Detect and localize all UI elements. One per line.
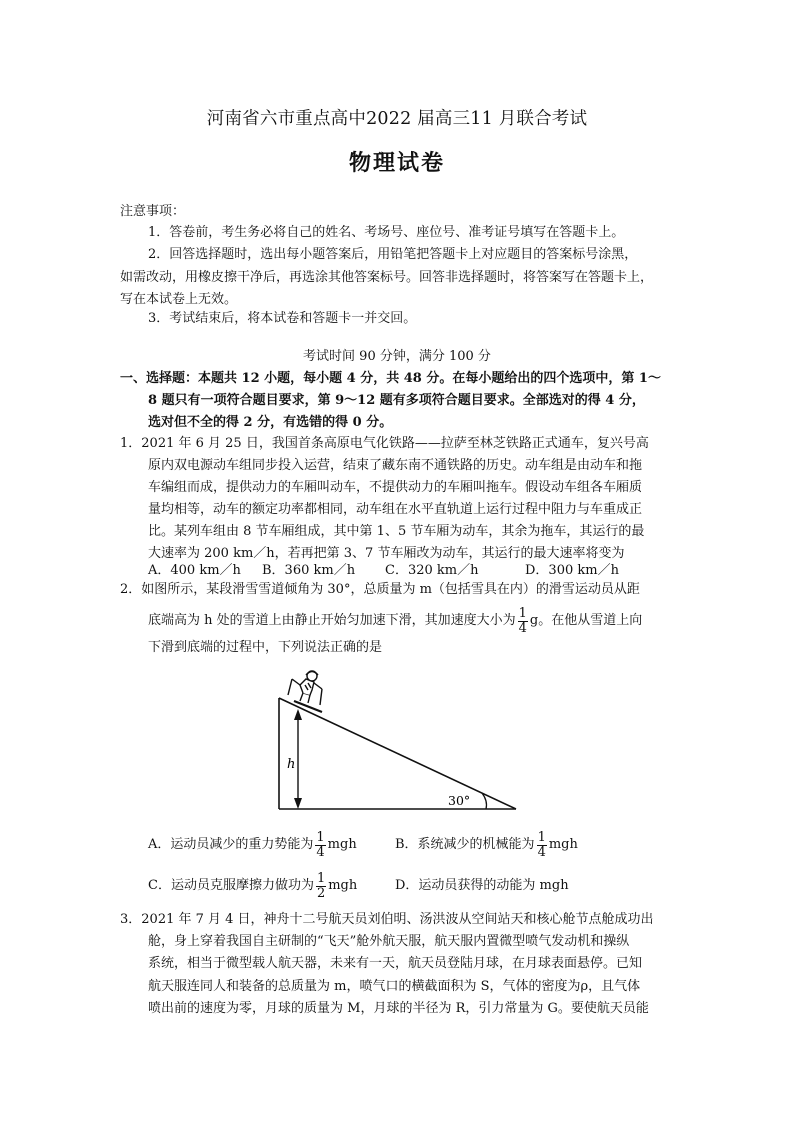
fraction-numerator: 1 [518, 605, 527, 621]
q2-option-a-unit: mgh [327, 836, 357, 852]
q1-option-d: D．300 km／h [525, 563, 619, 578]
q2-option-c [148, 869, 357, 903]
q1-option-c: C．320 km／h [385, 563, 479, 578]
ski-slope-figure [270, 665, 530, 817]
q2-line-2-text-after: g。在他从雪道上向 [529, 612, 643, 628]
q3-line-5: 喷出前的速度为零，月球的质量为 M，月球的半径为 R，引力常量为 G。要使航天员能 [148, 1001, 649, 1016]
q2-option-a [148, 828, 357, 862]
q2-option-c-fraction [316, 872, 326, 900]
q3-line-3: 系统，相当于微型载人航天器，未来有一天，航天员登陆月球，在月球表面悬停。已知 [148, 956, 643, 971]
notice-item-2-line-1: 2．回答选择题时，选出每小题答案后，用铅笔把答题卡上对应题目的答案标号涂黑， [148, 247, 638, 262]
slope-incline-line [279, 698, 516, 809]
fraction-denominator: 2 [316, 885, 326, 901]
section-1-line-1: 一、选择题：本题共 12 小题，每小题 4 分，共 48 分。在每小题给出的四个选项中，第 1～ [120, 371, 661, 386]
section-1-line-3: 选对但不全的得 2 分，有选错的得 0 分。 [148, 415, 393, 430]
q2-option-c-text: C．运动员克服摩擦力做功为 [148, 877, 314, 893]
q3-line-2: 舱，身上穿着我国自主研制的“飞天”舱外航天服，航天服内置微型喷气发动机和操纵 [148, 934, 630, 949]
height-label: h [287, 757, 296, 772]
q1-line-4: 量均相等，动车的额定功率都相同，动车组在水平直轨道上运行过程中阻力与车重成正 [148, 502, 643, 517]
q1-line-2: 原内双电源动车组同步投入运营，结束了藏东南不通铁路的历史。动车组是由动车和拖 [148, 458, 643, 473]
q1-line-1: 1．2021 年 6 月 25 日，我国首条高原电气化铁路——拉萨至林芝铁路正式通车，复兴号高 [120, 436, 649, 451]
exam-subject-title: 物理试卷 [348, 150, 445, 176]
q2-line-1: 2．如图所示，某段滑雪雪道倾角为 30°，总质量为 m（包括雪具在内）的滑雪运动员从距 [120, 582, 640, 597]
notice-item-2-line-3: 写在本试卷上无效。 [120, 292, 238, 307]
q2-option-a-fraction [315, 831, 325, 859]
q2-line-3: 下滑到底端的过程中，下列说法正确的是 [148, 640, 383, 655]
fraction-numerator: 1 [316, 829, 325, 845]
q2-option-d: D．运动员获得的动能为 mgh [395, 878, 569, 893]
q2-option-b-fraction [537, 831, 547, 859]
q1-option-a: A．400 km／h [148, 563, 241, 578]
fraction-numerator: 1 [537, 829, 546, 845]
height-arrow-head-up [294, 709, 302, 720]
q2-option-b-unit: mgh [548, 836, 578, 852]
q2-option-b [395, 828, 578, 862]
q1-line-6: 大速率为 200 km／h，若再把第 3、7 节车厢改为动车，其运行的最大速率将变为 [148, 546, 625, 561]
fraction-denominator: 4 [316, 844, 325, 860]
notice-item-2-line-2: 如需改动，用橡皮擦干净后，再选涂其他答案标号。回答非选择题时，将答案写在答题卡上， [120, 270, 654, 285]
notice-item-3: 3．考试结束后，将本试卷和答题卡一并交回。 [148, 311, 417, 326]
q3-line-4: 航天服连同人和装备的总质量为 m，喷气口的横截面积为 S，气体的密度为ρ，且气体 [148, 979, 641, 994]
q1-option-b: B．360 km／h [262, 563, 356, 578]
q1-line-5: 比。某列车组由 8 节车厢组成，其中第 1、5 节车厢为动车，其余为拖车，其运行的最 [148, 524, 645, 539]
notice-heading: 注意事项： [120, 204, 186, 219]
height-arrow-head-down [294, 798, 302, 809]
notice-item-1: 1．答卷前，考生务必将自己的姓名、考场号、座位号、准考证号填写在答题卡上。 [148, 225, 625, 240]
q3-line-1: 3．2021 年 7 月 4 日，神舟十二号航天员刘伯明、汤洪波从空间站天和核心舱节点舱成功出 [120, 912, 654, 927]
exam-info: 考试时间 90 分钟，满分 100 分 [303, 349, 491, 364]
fraction-numerator: 1 [316, 870, 326, 886]
acceleration-fraction [518, 607, 528, 635]
section-1-line-2: 8 题只有一项符合题目要求，第 9～12 题有多项符合题目要求。全部选对的得 4 分， [148, 393, 645, 408]
q2-line-2-text-before: 底端高为 h 处的雪道上由静止开始匀加速下滑，其加速度大小为 [148, 612, 516, 628]
fraction-denominator: 4 [537, 844, 546, 860]
skier-illustration [288, 671, 322, 712]
exam-title: 河南省六市重点高中2022 届高三11 月联合考试 [206, 109, 588, 129]
q2-option-c-unit: mgh [328, 877, 358, 893]
q2-line-2 [148, 604, 642, 638]
q2-option-a-text: A．运动员减少的重力势能为 [148, 836, 314, 852]
q2-option-b-text: B．系统减少的机械能为 [395, 836, 535, 852]
angle-label: 30° [448, 793, 471, 808]
fraction-denominator: 4 [518, 620, 527, 636]
q1-line-3: 车编组而成，提供动力的车厢叫动车，不提供动力的车厢叫拖车。假设动车组各车厢质 [148, 480, 643, 495]
